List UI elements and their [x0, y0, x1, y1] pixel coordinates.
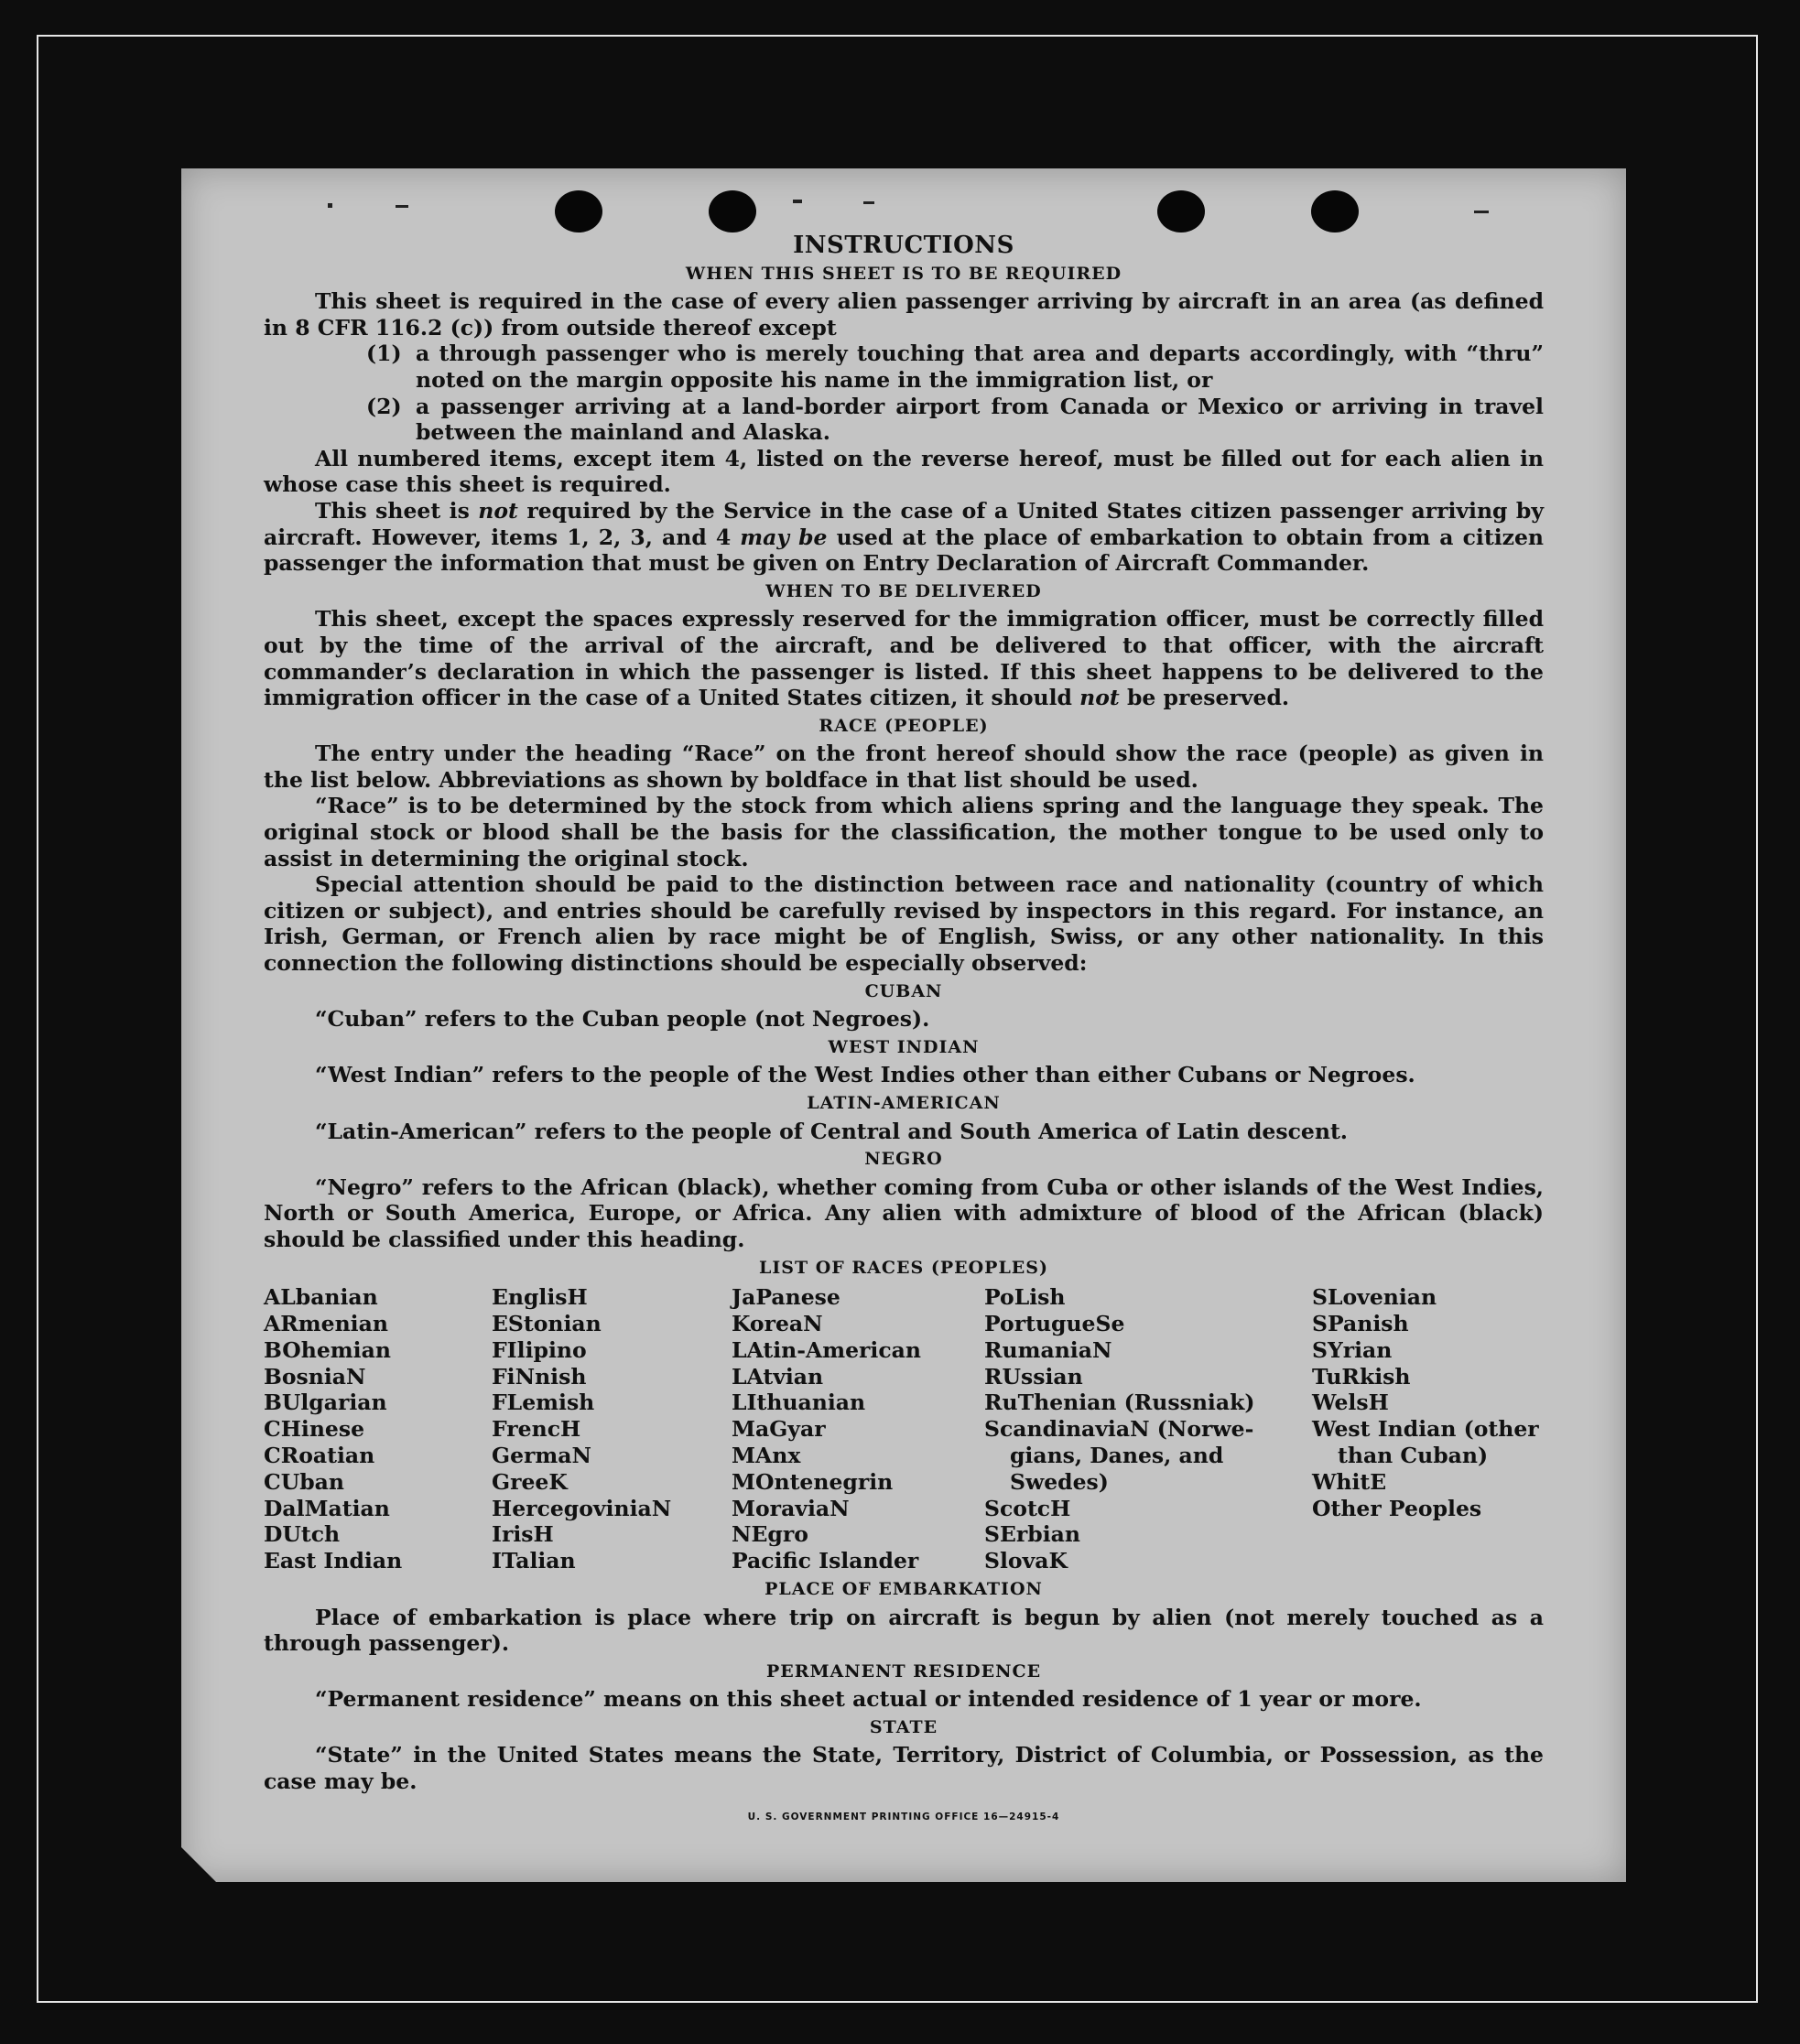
race-entry: MaGyar: [732, 1416, 826, 1443]
race-entry: BosniaN: [264, 1363, 366, 1390]
race-entry: CUban: [264, 1468, 344, 1495]
race-entry: Other Peoples: [1312, 1495, 1482, 1521]
paragraph-west-indian: “West Indian” refers to the people of the West Indies other than either Cubans or Negroes.: [315, 1062, 1415, 1088]
item-number: (2): [366, 393, 402, 419]
race-entry: FiNnish: [492, 1363, 587, 1390]
race-entry: WelsH: [1312, 1390, 1389, 1416]
paragraph-race-determination: “Race” is to be determined by the stock from which aliens spring and the language they speak. The original stock or blood shall be the basis for the classification, the mother tongue to be used only to assist in determining the original stock.: [264, 793, 1544, 871]
race-entry: JaPanese: [732, 1284, 840, 1311]
speck: [863, 201, 874, 204]
races-column: [492, 1284, 732, 1574]
race-entry: LAtin-American: [732, 1336, 921, 1363]
race-entry-continuation: gians, Danes, and: [1010, 1442, 1224, 1468]
race-entry-continuation: Swedes): [1010, 1468, 1109, 1495]
section-heading-state: STATE: [869, 1716, 938, 1737]
speck: [396, 205, 408, 208]
paragraph-citizen: This sheet is not required by the Service in the case of a United States citizen passenger arriving by aircraft. However, items 1, 2, 3, and 4 may be used at the place of embarkation to obtain from a citizen passenger the information that must be given on Entry Declaration of Aircraft Commander.: [264, 497, 1545, 577]
races-column: [1312, 1284, 1544, 1574]
race-entry: PortugueSe: [984, 1310, 1125, 1336]
section-heading-race: RACE (PEOPLE): [819, 715, 989, 736]
race-entry: HercegoviniaN: [492, 1495, 672, 1521]
race-entry: GermaN: [492, 1442, 591, 1468]
race-entry: SlovaK: [984, 1548, 1068, 1574]
paragraph-state: “State” in the United States means the State, Territory, District of Columbia, or Possession, as the case may be.: [264, 1742, 1544, 1795]
speck: [328, 203, 332, 208]
race-entry: East Indian: [264, 1548, 403, 1574]
race-entry: EStonian: [492, 1310, 602, 1336]
exception-item: [366, 394, 1544, 446]
paragraph-numbered-items: All numbered items, except item 4, listed on the reverse hereof, must be filled out for each alien in whose case this sheet is required.: [264, 445, 1544, 498]
section-heading-list-of-races: LIST OF RACES (PEOPLES): [759, 1257, 1048, 1278]
section-heading-negro: NEGRO: [864, 1149, 943, 1170]
race-entry: SErbian: [984, 1521, 1080, 1548]
race-entry: EnglisH: [492, 1284, 588, 1311]
race-entry: West Indian (other: [1312, 1416, 1539, 1443]
item-number: (1): [366, 341, 402, 367]
paragraph-delivery: This sheet, except the spaces expressly reserved for the immigration officer, must be correctly filled out by the time of the arrival of the aircraft, and be delivered to that officer, with the aircraft commander’s declaration in which the passenger is listed. If this sheet happens to be delivered to the immigration officer in the case of a United States citizen, it should not be preserved.: [264, 606, 1544, 711]
race-entry: TuRkish: [1312, 1363, 1411, 1390]
race-entry: IrisH: [492, 1521, 554, 1548]
race-entry: LIthuanian: [732, 1390, 866, 1416]
races-column: [984, 1284, 1312, 1574]
races-table: [264, 1284, 1544, 1574]
race-entry: ARmenian: [264, 1310, 388, 1336]
race-entry: RumaniaN: [984, 1336, 1112, 1363]
race-entry: FLemish: [492, 1390, 595, 1416]
paragraph-permanent-residence: “Permanent residence” means on this sheet actual or intended residence of 1 year or more.: [315, 1686, 1422, 1713]
race-entry: DUtch: [264, 1521, 341, 1548]
race-entry: MoraviaN: [732, 1495, 850, 1521]
race-entry: CRoatian: [264, 1442, 375, 1468]
paragraph-required-intro: This sheet is required in the case of every alien passenger arriving by aircraft in an area (as defined in 8 CFR 116.2 (c)) from outside thereof except: [264, 288, 1544, 341]
speck: [1474, 211, 1489, 213]
section-heading-latin-american: LATIN-AMERICAN: [807, 1093, 1001, 1113]
paragraph-negro: “Negro” refers to the African (black), whether coming from Cuba or other islands of the West Indies, North or South America, Europe, or Africa. Any alien with admixture of blood of the African (black) should be classified under this heading.: [264, 1173, 1544, 1252]
races-column: [732, 1284, 984, 1574]
race-entry: PoLish: [984, 1284, 1066, 1311]
race-entry-continuation: than Cuban): [1338, 1442, 1489, 1468]
punch-hole: [555, 190, 602, 233]
race-entry: ScotcH: [984, 1495, 1071, 1521]
punch-hole: [1157, 190, 1205, 233]
race-entry: SPanish: [1312, 1310, 1409, 1336]
paragraph-place-of-embarkation: Place of embarkation is place where trip on aircraft is begun by alien (not merely touched as a through passenger).: [264, 1604, 1544, 1657]
race-entry: ScandinaviaN (Norwe-: [984, 1416, 1254, 1443]
race-entry: SYrian: [1312, 1336, 1393, 1363]
race-entry: SLovenian: [1312, 1284, 1437, 1311]
item-text: a passenger arriving at a land-border airport from Canada or Mexico or arriving in travel between the mainland and Alaska.: [416, 393, 1544, 446]
race-entry: BOhemian: [264, 1336, 391, 1363]
section-heading-permanent-residence: PERMANENT RESIDENCE: [765, 1660, 1042, 1682]
race-entry: NEgro: [732, 1521, 808, 1548]
paragraph-race-entry: The entry under the heading “Race” on the front hereof should show the race (people) as given in the list below. Abbreviations as shown by boldface in that list should be used.: [264, 741, 1544, 793]
race-entry: MOntenegrin: [732, 1468, 894, 1495]
document-page: [181, 168, 1626, 1882]
race-entry: WhitE: [1312, 1468, 1387, 1495]
item-text: a through passenger who is merely touching that area and departs accordingly, with “thru” noted on the margin opposite his name in the immigration list, or: [416, 341, 1544, 393]
race-entry: GreeK: [492, 1468, 568, 1495]
punch-hole: [1311, 190, 1359, 233]
race-entry: ITalian: [492, 1548, 576, 1574]
section-heading-west-indian: WEST INDIAN: [828, 1036, 980, 1057]
page-corner-fold: [181, 1847, 216, 1882]
race-entry: FIlipino: [492, 1336, 587, 1363]
speck: [793, 200, 802, 203]
page-title: INSTRUCTIONS: [793, 232, 1014, 259]
section-heading-cuban: CUBAN: [864, 980, 943, 1001]
race-entry: RuThenian (Russniak): [984, 1390, 1255, 1416]
section-heading-when-required: WHEN THIS SHEET IS TO BE REQUIRED: [685, 263, 1122, 284]
race-entry: BUlgarian: [264, 1390, 387, 1416]
paragraph-latin-american: “Latin-American” refers to the people of Central and South America of Latin descent.: [315, 1118, 1348, 1144]
race-entry: Pacific Islander: [732, 1548, 919, 1574]
printing-office-footer: U. S. GOVERNMENT PRINTING OFFICE 16—24915-4: [747, 1811, 1060, 1822]
race-entry: ALbanian: [264, 1284, 378, 1311]
punch-hole: [709, 190, 756, 233]
race-entry: LAtvian: [732, 1363, 824, 1390]
race-entry: CHinese: [264, 1416, 365, 1443]
paragraph-race-nationality: Special attention should be paid to the distinction between race and nationality (country of which citizen or subject), and entries should be carefully revised by inspectors in this regard. For instance, an Irish, German, or French alien by race might be of English, Swiss, or any other nationality. In this connection the following distinctions should be especially observed:: [264, 871, 1544, 977]
section-heading-when-delivered: WHEN TO BE DELIVERED: [765, 580, 1042, 601]
paragraph-cuban: “Cuban” refers to the Cuban people (not Negroes).: [315, 1006, 930, 1033]
race-entry: DalMatian: [264, 1495, 390, 1521]
exception-item: [366, 341, 1544, 393]
race-entry: FrencH: [492, 1416, 581, 1443]
race-entry: RUssian: [984, 1363, 1083, 1390]
race-entry: MAnx: [732, 1442, 801, 1468]
race-entry: KoreaN: [732, 1310, 823, 1336]
section-heading-place-of-embarkation: PLACE OF EMBARKATION: [764, 1578, 1043, 1599]
instructions-body: [264, 233, 1544, 1830]
races-column: [264, 1284, 492, 1574]
